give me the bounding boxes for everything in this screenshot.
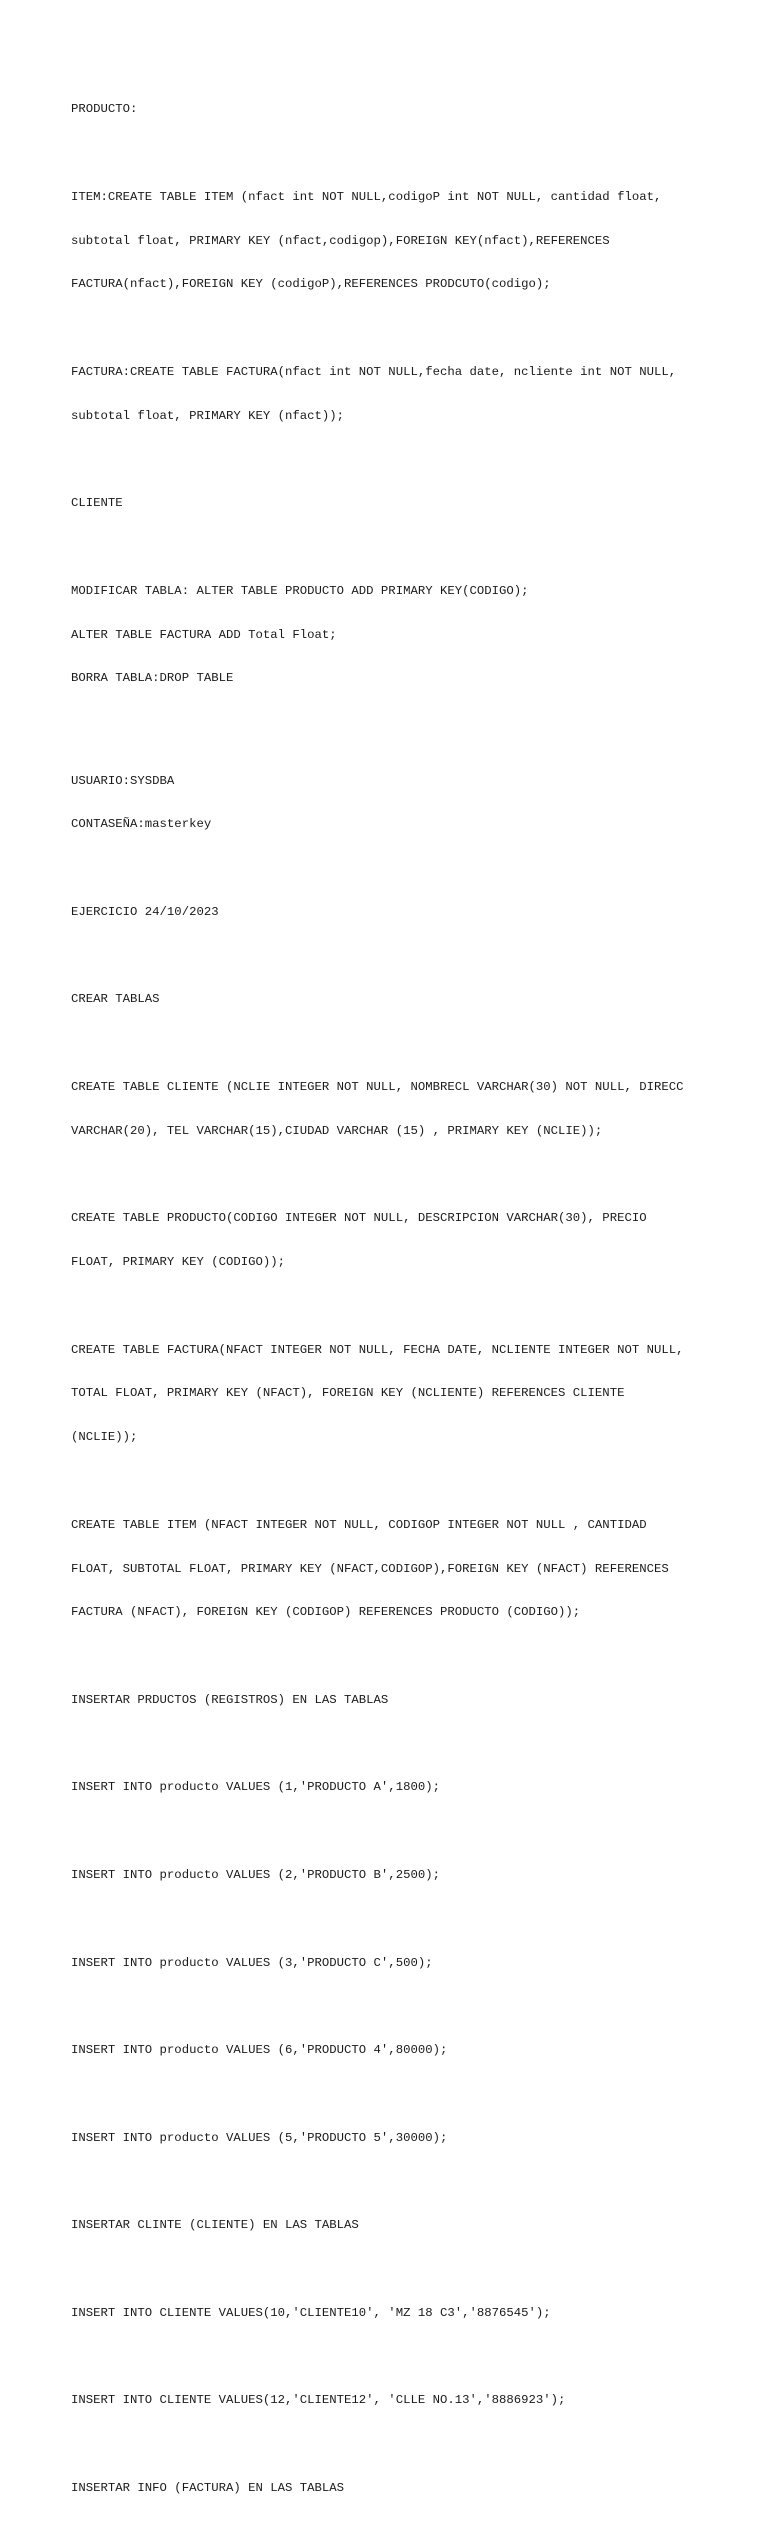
text-line: CREATE TABLE CLIENTE (NCLIE INTEGER NOT NULL, NOMBRECL VARCHAR(30) NOT NULL, DIRECC xyxy=(71,1079,684,1094)
heading-crear-tablas xyxy=(71,963,711,1036)
text-line: CREATE TABLE ITEM (NFACT INTEGER NOT NULL, CODIGOP INTEGER NOT NULL , CANTIDAD xyxy=(71,1517,647,1532)
text-line: subtotal float, PRIMARY KEY (nfact)); xyxy=(71,408,345,423)
text-line: INSERT INTO CLIENTE VALUES(12,'CLIENTE12', 'CLLE NO.13','8886923'); xyxy=(71,2393,566,2408)
text-line: (NCLIE)); xyxy=(71,1430,138,1445)
text-line: CREATE TABLE PRODUCTO(CODIGO INTEGER NOT NULL, DESCRIPCION VARCHAR(30), PRECIO xyxy=(71,1211,647,1226)
credentials xyxy=(71,744,711,861)
insert-cliente-statement xyxy=(71,2277,711,2350)
insert-producto-statement xyxy=(71,1751,711,1824)
text-line: INSERT INTO CLIENTE VALUES(10,'CLIENTE10', 'MZ 18 C3','8876545'); xyxy=(71,2305,551,2320)
create-factura-statement xyxy=(71,1313,711,1474)
text-line: INSERT INTO producto VALUES (5,'PRODUCTO 5',30000); xyxy=(71,2130,448,2145)
text-line: FACTURA:CREATE TABLE FACTURA(nfact int NOT NULL,fecha date, ncliente int NOT NULL, xyxy=(71,364,677,379)
create-item-statement xyxy=(71,1489,711,1650)
text-line: BORRA TABLA:DROP TABLE xyxy=(71,671,234,686)
alter-drop-statements xyxy=(71,555,711,716)
text-line: PRODUCTO: xyxy=(71,102,138,117)
text-line: VARCHAR(20), TEL VARCHAR(15),CIUDAD VARCHAR (15) , PRIMARY KEY (NCLIE)); xyxy=(71,1123,603,1138)
text-line: CONTASEÑA:masterkey xyxy=(71,817,212,832)
item-create-statement xyxy=(71,161,711,322)
text-line: INSERTAR INFO (FACTURA) EN LAS TABLAS xyxy=(71,2480,345,2495)
insert-producto-statement xyxy=(71,1839,711,1912)
factura-create-statement xyxy=(71,336,711,453)
text-line: ITEM:CREATE TABLE ITEM (nfact int NOT NULL,codigoP int NOT NULL, cantidad float, xyxy=(71,189,662,204)
text-line: INSERT INTO producto VALUES (1,'PRODUCTO A',1800); xyxy=(71,1780,440,1795)
document-body xyxy=(71,73,711,2539)
text-line: ALTER TABLE FACTURA ADD Total Float; xyxy=(71,627,337,642)
text-line: EJERCICIO 24/10/2023 xyxy=(71,904,219,919)
text-line: INSERTAR PRDUCTOS (REGISTROS) EN LAS TABLAS xyxy=(71,1692,389,1707)
heading-ejercicio xyxy=(71,876,711,949)
create-producto-statement xyxy=(71,1182,711,1299)
text-line: MODIFICAR TABLA: ALTER TABLE PRODUCTO ADD PRIMARY KEY(CODIGO); xyxy=(71,583,529,598)
text-line: INSERT INTO producto VALUES (2,'PRODUCTO B',2500); xyxy=(71,1868,440,1883)
text-line: INSERTAR CLINTE (CLIENTE) EN LAS TABLAS xyxy=(71,2218,359,2233)
create-cliente-statement xyxy=(71,1051,711,1168)
text-line: INSERT INTO producto VALUES (6,'PRODUCTO 4',80000); xyxy=(71,2043,448,2058)
text-line: FLOAT, PRIMARY KEY (CODIGO)); xyxy=(71,1255,286,1270)
text-line: FACTURA (NFACT), FOREIGN KEY (CODIGOP) REFERENCES PRODUCTO (CODIGO)); xyxy=(71,1605,581,1620)
heading-insertar-productos xyxy=(71,1664,711,1737)
heading-producto xyxy=(71,73,711,146)
insert-producto-statement xyxy=(71,1926,711,1999)
text-line: USUARIO:SYSDBA xyxy=(71,773,175,788)
heading-insertar-cliente xyxy=(71,2189,711,2262)
heading-insertar-factura xyxy=(71,2452,711,2525)
text-line: CLIENTE xyxy=(71,496,123,511)
insert-producto-statement xyxy=(71,2102,711,2175)
insert-producto-statement xyxy=(71,2014,711,2087)
text-line: CREAR TABLAS xyxy=(71,992,160,1007)
heading-cliente xyxy=(71,467,711,540)
text-line: INSERT INTO producto VALUES (3,'PRODUCTO C',500); xyxy=(71,1955,433,1970)
text-line: subtotal float, PRIMARY KEY (nfact,codigop),FOREIGN KEY(nfact),REFERENCES xyxy=(71,233,610,248)
text-line: FLOAT, SUBTOTAL FLOAT, PRIMARY KEY (NFACT,CODIGOP),FOREIGN KEY (NFACT) REFERENCES xyxy=(71,1561,669,1576)
text-line: TOTAL FLOAT, PRIMARY KEY (NFACT), FOREIGN KEY (NCLIENTE) REFERENCES CLIENTE xyxy=(71,1386,625,1401)
text-line: FACTURA(nfact),FOREIGN KEY (codigoP),REFERENCES PRODCUTO(codigo); xyxy=(71,277,551,292)
text-line: CREATE TABLE FACTURA(NFACT INTEGER NOT NULL, FECHA DATE, NCLIENTE INTEGER NOT NULL, xyxy=(71,1342,684,1357)
insert-cliente-statement xyxy=(71,2364,711,2437)
